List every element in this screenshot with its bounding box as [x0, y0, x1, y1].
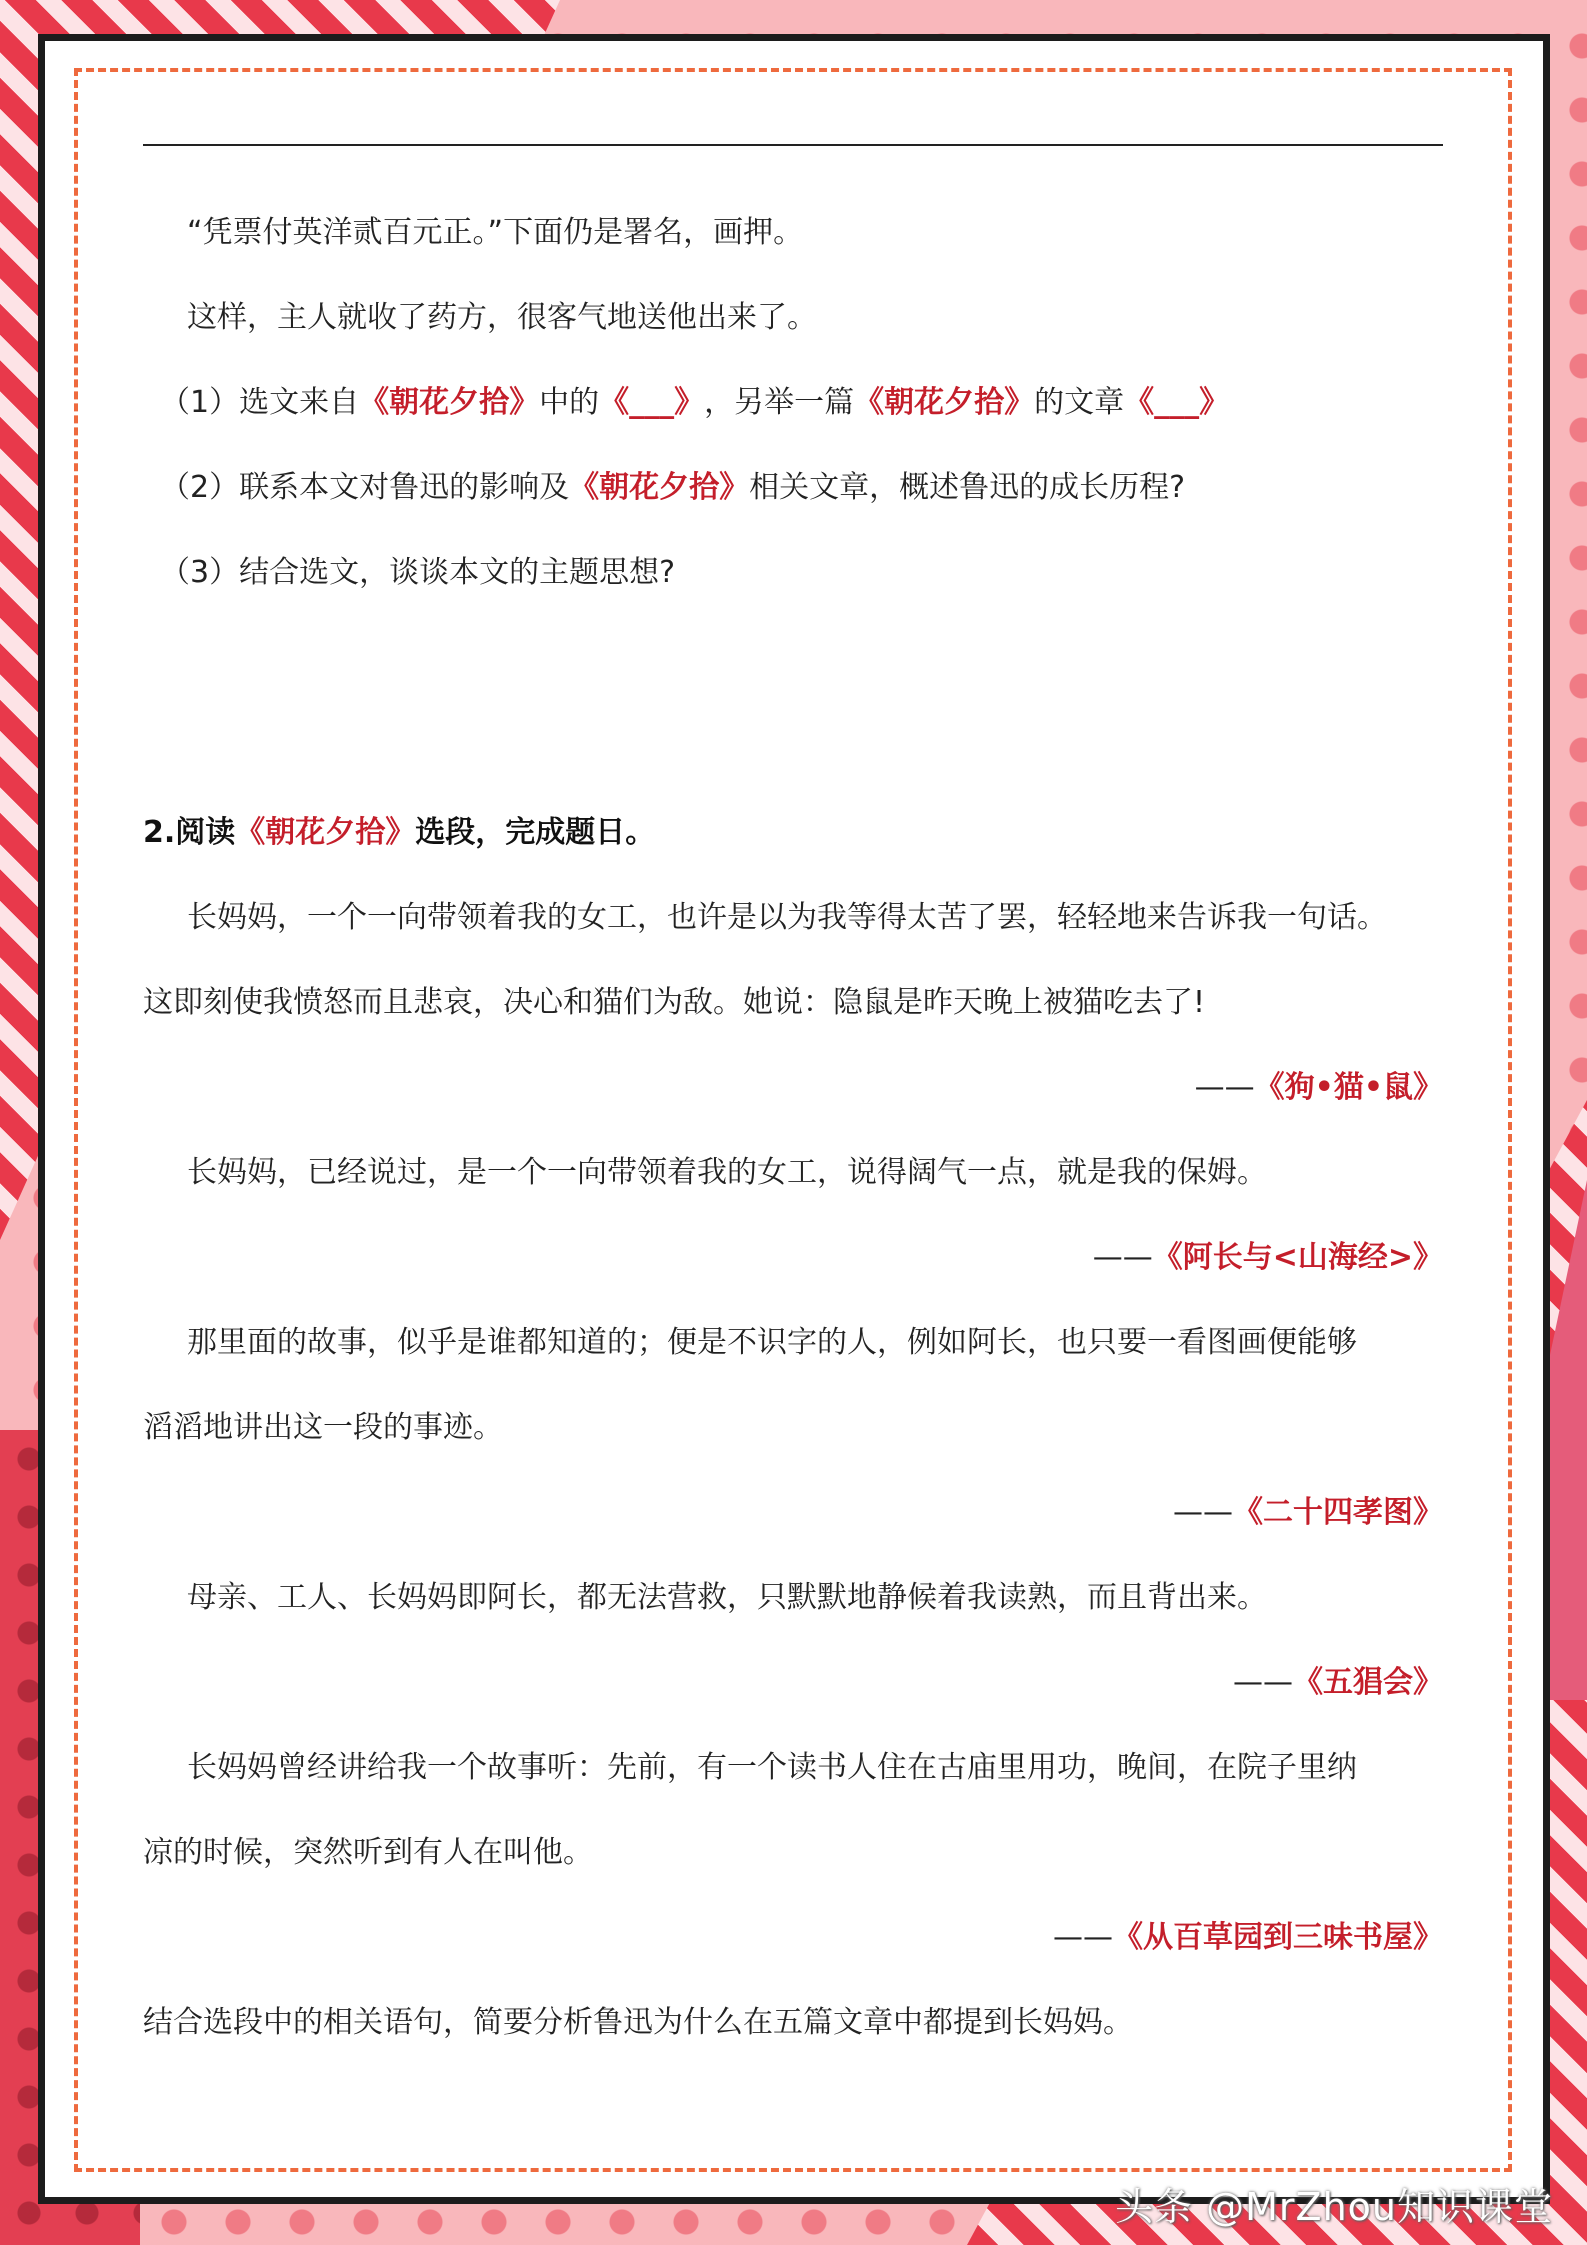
excerpt-source — [1173, 1493, 1443, 1533]
book-title: 《朝花夕拾》 — [854, 385, 1035, 420]
source-title: 《从百草园到三味书屋》 — [1113, 1920, 1443, 1955]
q2-text: 相关文章，概述鲁迅的成长历程? — [749, 470, 1186, 505]
section-heading — [143, 813, 655, 853]
excerpt-line: 这即刻使我愤怒而且悲哀，决心和猫们为敌。她说：隐鼠是昨天晚上被猫吃去了! — [143, 985, 1206, 1020]
excerpt-line: 长妈妈曾经讲给我一个故事听：先前，有一个读书人住在古庙里用功，晚间，在院子里纳 — [187, 1750, 1357, 1785]
watermark: 头条 @MrZhou知识课堂 — [1115, 2185, 1553, 2229]
answer-blank[interactable]: 《___》 — [1124, 385, 1230, 420]
excerpt-source — [1053, 1918, 1443, 1958]
source-title: 《阿长与<山海经>》 — [1152, 1240, 1443, 1275]
excerpt-source — [1195, 1068, 1443, 1108]
heading-text: 选段，完成题日。 — [415, 815, 656, 850]
top-rule — [143, 144, 1443, 146]
final-question: 结合选段中的相关语句，简要分析鲁迅为什么在五篇文章中都提到长妈妈。 — [143, 2005, 1133, 2040]
q1-text: 的文章 — [1034, 385, 1125, 420]
q1-text: 中的 — [539, 385, 600, 420]
excerpt-line: 那里面的故事，似乎是谁都知道的；便是不识字的人，例如阿长，也只要一看图画便能够 — [187, 1325, 1357, 1360]
source-dash: —— — [1092, 1240, 1153, 1275]
book-title: 《朝花夕拾》 — [569, 470, 750, 505]
excerpt-source — [1233, 1663, 1443, 1703]
passage-line: 这样，主人就收了药方，很客气地送他出来了。 — [187, 300, 817, 335]
q1-text: ，另举一篇 — [704, 385, 855, 420]
question-2 — [160, 468, 1185, 508]
book-title: 《朝花夕拾》 — [235, 815, 416, 850]
source-title: 《狗•猫•鼠》 — [1254, 1070, 1443, 1105]
source-dash: —— — [1173, 1495, 1233, 1530]
source-dash: —— — [1233, 1665, 1293, 1700]
book-title: 《朝花夕拾》 — [359, 385, 540, 420]
source-dash: —— — [1194, 1070, 1255, 1105]
source-dash: —— — [1053, 1920, 1113, 1955]
excerpt-line: 长妈妈，一个一向带领着我的女工，也许是以为我等得太苦了罢，轻轻地来告诉我一句话。 — [187, 900, 1387, 935]
heading-text: 2.阅读 — [143, 815, 236, 850]
q2-text: （2）联系本文对鲁迅的影响及 — [160, 470, 570, 505]
q1-text: （1）选文来自 — [160, 385, 360, 420]
question-3: （3）结合选文，谈谈本文的主题思想? — [160, 555, 676, 590]
excerpt-line: 长妈妈，已经说过，是一个一向带领着我的女工，说得阔气一点，就是我的保姆。 — [187, 1155, 1267, 1190]
passage-line: “凭票付英洋贰百元正。”下面仍是署名，画押。 — [187, 215, 804, 250]
excerpt-line: 凉的时候，突然听到有人在叫他。 — [143, 1835, 593, 1870]
excerpt-source — [1093, 1238, 1443, 1278]
answer-blank[interactable]: 《___》 — [599, 385, 705, 420]
excerpt-line: 母亲、工人、长妈妈即阿长，都无法营救，只默默地静候着我读熟，而且背出来。 — [187, 1580, 1267, 1615]
excerpt-line: 滔滔地讲出这一段的事迹。 — [143, 1410, 503, 1445]
source-title: 《五猖会》 — [1293, 1665, 1443, 1700]
question-1 — [160, 383, 1229, 423]
source-title: 《二十四孝图》 — [1233, 1495, 1443, 1530]
